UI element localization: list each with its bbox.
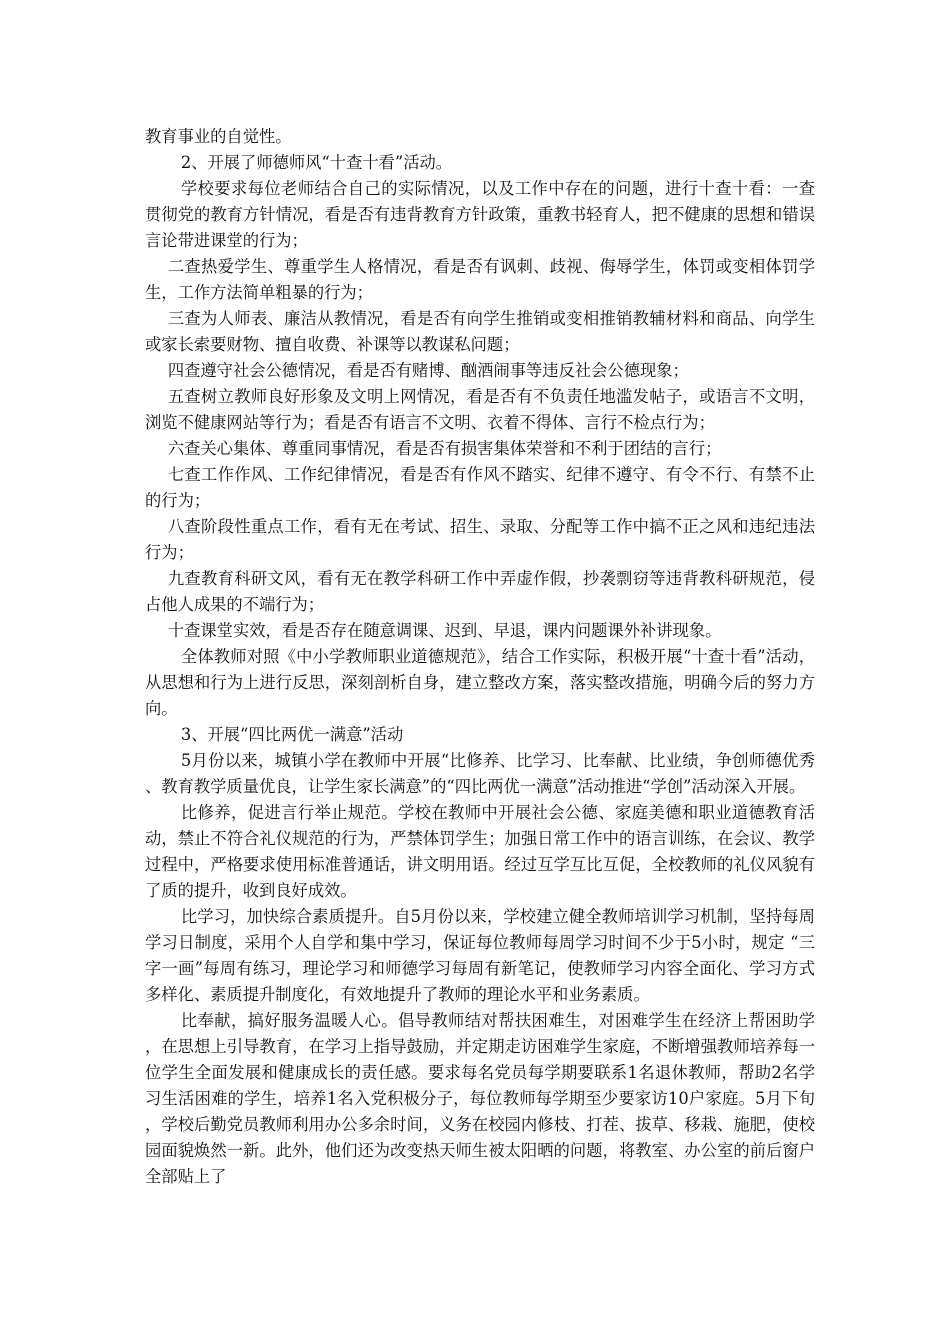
list-item: 九查教育科研文风，看有无在教学科研工作中弄虚作假，抄袭剽窃等违背教科研规范，侵占他人成果的不端行为； bbox=[145, 569, 815, 614]
list-item: 五查树立教师良好形象及文明上网情况，看是否有不负责任地滥发帖子，或语言不文明，浏览不健康网站等行为；看是否有语言不文明、衣着不得体、言行不检点行为； bbox=[145, 387, 815, 432]
section-heading: 2、开展了师德师风“十查十看”活动。 bbox=[180, 153, 453, 172]
paragraph: 比学习，加快综合素质提升。自5月份以来，学校建立健全教师培训学习机制，坚持每周学习日制度，采用个人自学和集中学习，保证每位教师每周学习时间不少于5小时，规定 “三字一画”每周有练习，理论学习和师德学习每周有新笔记，使教师学习内容全面化、学习方式多样化、素质提升制度化，有效地提升了教师的理论水平和业务素质。 bbox=[145, 907, 815, 1004]
paragraph: 教育事业的自觉性。 bbox=[145, 127, 292, 146]
paragraph: 学校要求每位老师结合自己的实际情况，以及工作中存在的问题，进行十查十看：一查贯彻党的教育方针情况，看是否有违背教育方针政策，重教书轻育人，把不健康的思想和错误言论带进课堂的行为； bbox=[145, 179, 815, 250]
list-item: 三查为人师表、廉洁从教情况，看是否有向学生推销或变相推销教辅材料和商品、向学生或家长索要财物、擅自收费、补课等以教谋私问题； bbox=[145, 309, 815, 354]
list-item: 十查课堂实效，看是否存在随意调课、迟到、早退，课内问题课外补讲现象。 bbox=[167, 621, 722, 640]
paragraph: 比修养，促进言行举止规范。学校在教师中开展社会公德、家庭美德和职业道德教育活动，禁止不符合礼仪规范的行为，严禁体罚学生；加强日常工作中的语言训练，在会议、教学过程中，严格要求使用标准普通话，讲文明用语。经过互学互比互促，全校教师的礼仪风貌有了质的提升，收到良好成效。 bbox=[145, 803, 815, 900]
list-item: 二查热爱学生、尊重学生人格情况，看是否有讽刺、歧视、侮辱学生，体罚或变相体罚学生，工作方法简单粗暴的行为； bbox=[145, 257, 815, 302]
list-item: 八查阶段性重点工作，看有无在考试、招生、录取、分配等工作中搞不正之风和违纪违法行为； bbox=[145, 517, 815, 562]
document-body bbox=[145, 124, 815, 1190]
list-item: 七查工作作风、工作纪律情况，看是否有作风不踏实、纪律不遵守、有令不行、有禁不止的行为； bbox=[145, 465, 815, 510]
paragraph: 5月份以来，城镇小学在教师中开展“比修养、比学习、比奉献、比业绩，争创师德优秀、教育教学质量优良，让学生家长满意”的“四比两优一满意”活动推进“学创”活动深入开展。 bbox=[145, 751, 815, 796]
paragraph: 全体教师对照《中小学教师职业道德规范》，结合工作实际，积极开展“十查十看”活动，从思想和行为上进行反思，深刻剖析自身，建立整改方案，落实整改措施，明确今后的努力方向。 bbox=[145, 647, 815, 718]
paragraph: 比奉献，搞好服务温暖人心。倡导教师结对帮扶困难生，对困难学生在经济上帮困助学，在思想上引导教育，在学习上指导鼓励，并定期走访困难学生家庭，不断增强教师培养每一位学生全面发展和健康成长的责任感。要求每名党员每学期要联系1名退休教师，帮助2名学习生活困难的学生，培养1名入党积极分子，每位教师每学期至少要家访10户家庭。5月下旬，学校后勤党员教师利用办公多余时间，义务在校园内修枝、打茬、拔草、移栽、施肥，使校园面貌焕然一新。此外，他们还为改变热天师生被太阳晒的问题，将教室、办公室的前后窗户全部贴上了 bbox=[145, 1011, 815, 1186]
list-item: 六查关心集体、尊重同事情况，看是否有损害集体荣誉和不利于团结的言行； bbox=[167, 439, 722, 458]
list-item: 四查遵守社会公德情况，看是否有赌博、酗酒闹事等违反社会公德现象； bbox=[167, 361, 689, 380]
section-heading: 3、开展“四比两优一满意”活动 bbox=[180, 725, 404, 744]
